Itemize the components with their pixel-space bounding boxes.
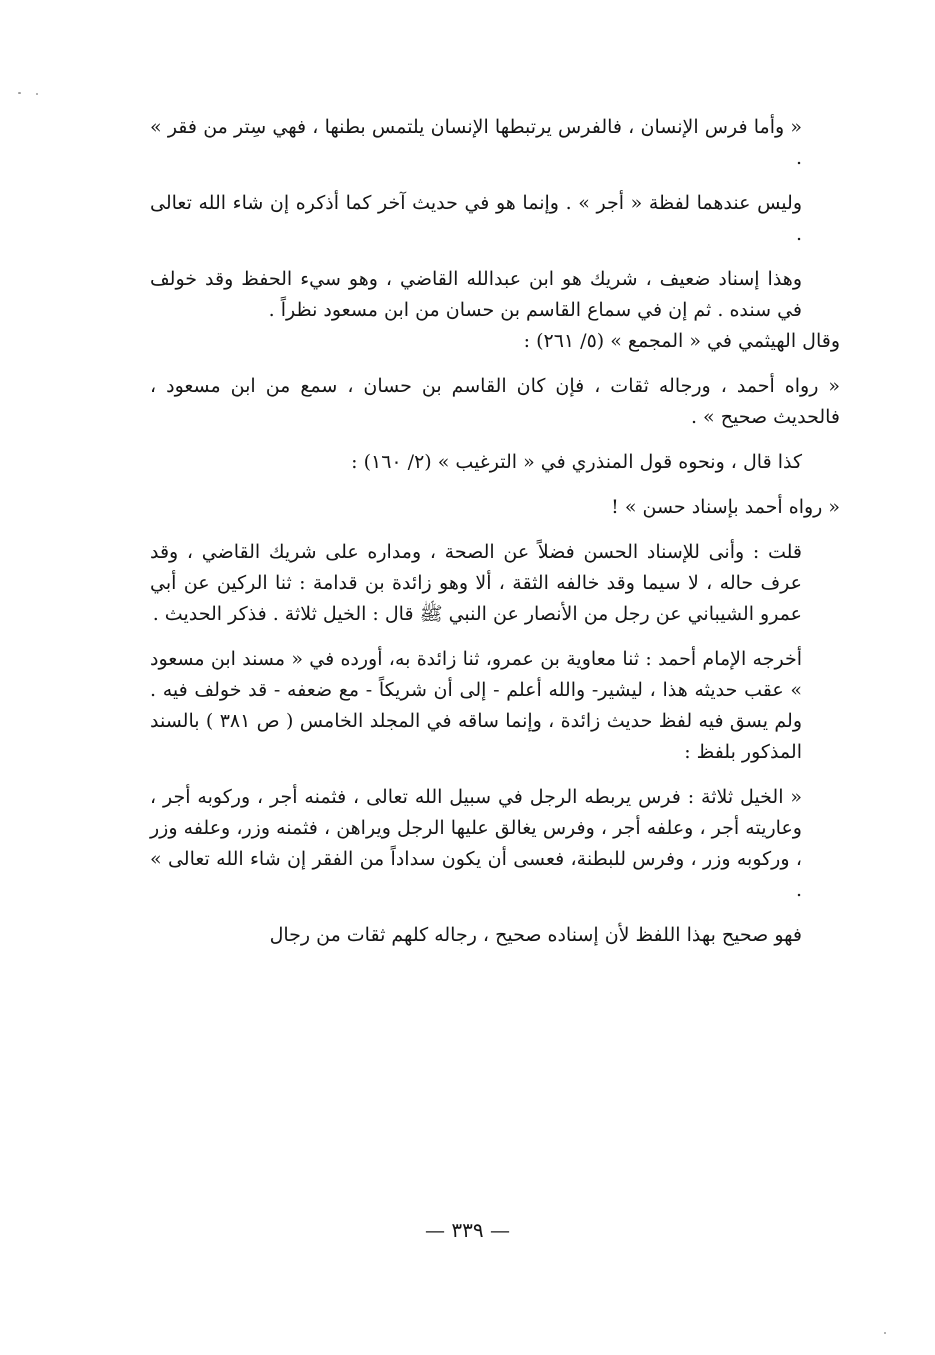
paragraph-quote-horse-of-man: « وأما فرس الإنسان ، فالفرس يرتبطها الإنسان يلتمس بطنها ، فهي سِتر من فقر » . bbox=[150, 116, 802, 169]
paragraph-author-comment: قلت : وأنى للإسناد الحسن فضلاً عن الصحة ، ومداره على شريك القاضي ، وقد عرف حاله ، لا سيما وقد خالفه الثقة ، ألا وهو زائدة بن قدامة : ثنا الركين عن أبي عمرو الشيباني عن رجل من الأنصار عن النبي ﷺ قال : الخيل ثلاثة . فذكر الحديث . bbox=[150, 541, 802, 625]
page-body bbox=[150, 112, 840, 951]
paragraph-mundhiri-intro: كذا قال ، ونحوه قول المنذري في « الترغيب » (٢/ ١٦٠) : bbox=[351, 451, 802, 473]
paragraph-mundhiri-quote: « رواه أحمد بإسناد حسن » ! bbox=[611, 496, 840, 518]
paragraph-hadith-text: « الخيل ثلاثة : فرس يربطه الرجل في سبيل الله تعالى ، فثمنه أجر ، وركوبه أجر ، وعاريته أجر ، وعلفه أجر ، وفرس يغالق عليها الرجل ويراهن ، فثمنه وزر، وعلفه وزر ، وركوبه وزر ، وفرس للبطنة، فعسى أن يكون سداداً من الفقر إن شاء الله تعالى » . bbox=[150, 786, 802, 901]
paragraph-no-ajr-word: وليس عندهما لفظة « أجر » . وإنما هو في حديث آخر كما أذكره إن شاء الله تعالى . bbox=[150, 192, 802, 245]
scan-speck bbox=[884, 1332, 886, 1334]
paragraph-conclusion: فهو صحيح بهذا اللفظ لأن إسناده صحيح ، رجاله كلهم ثقات من رجال bbox=[269, 924, 802, 946]
paragraph-weak-isnad: وهذا إسناد ضعيف ، شريك هو ابن عبدالله القاضي ، وهو سيء الحفظ وقد خولف في سنده . ثم إن في سماع القاسم بن حسان من ابن مسعود نظراً . bbox=[150, 268, 802, 321]
page-number: — ٣٣٩ — bbox=[425, 1218, 510, 1242]
paragraph-haythami-intro: وقال الهيثمي في « المجمع » (٥/ ٢٦١) : bbox=[523, 330, 840, 352]
paragraph-ahmad-takhrij: أخرجه الإمام أحمد : ثنا معاوية بن عمرو، ثنا زائدة به، أورده في « مسند ابن مسعود » عقب حديثه هذا ، ليشير- والله أعلم - إلى أن شريكاً - مع ضعفه - قد خولف فيه . ولم يسق فيه لفظ حديث زائدة ، وإنما ساقه في المجلد الخامس ( ص ٣٨١ ) بالسند المذكور بلفظ : bbox=[150, 648, 802, 763]
scan-speck bbox=[18, 92, 21, 94]
scan-speck bbox=[36, 93, 38, 95]
paragraph-haythami-quote: « رواه أحمد ، ورجاله ثقات ، فإن كان القاسم بن حسان ، سمع من ابن مسعود ، فالحديث صحيح » . bbox=[150, 375, 840, 428]
